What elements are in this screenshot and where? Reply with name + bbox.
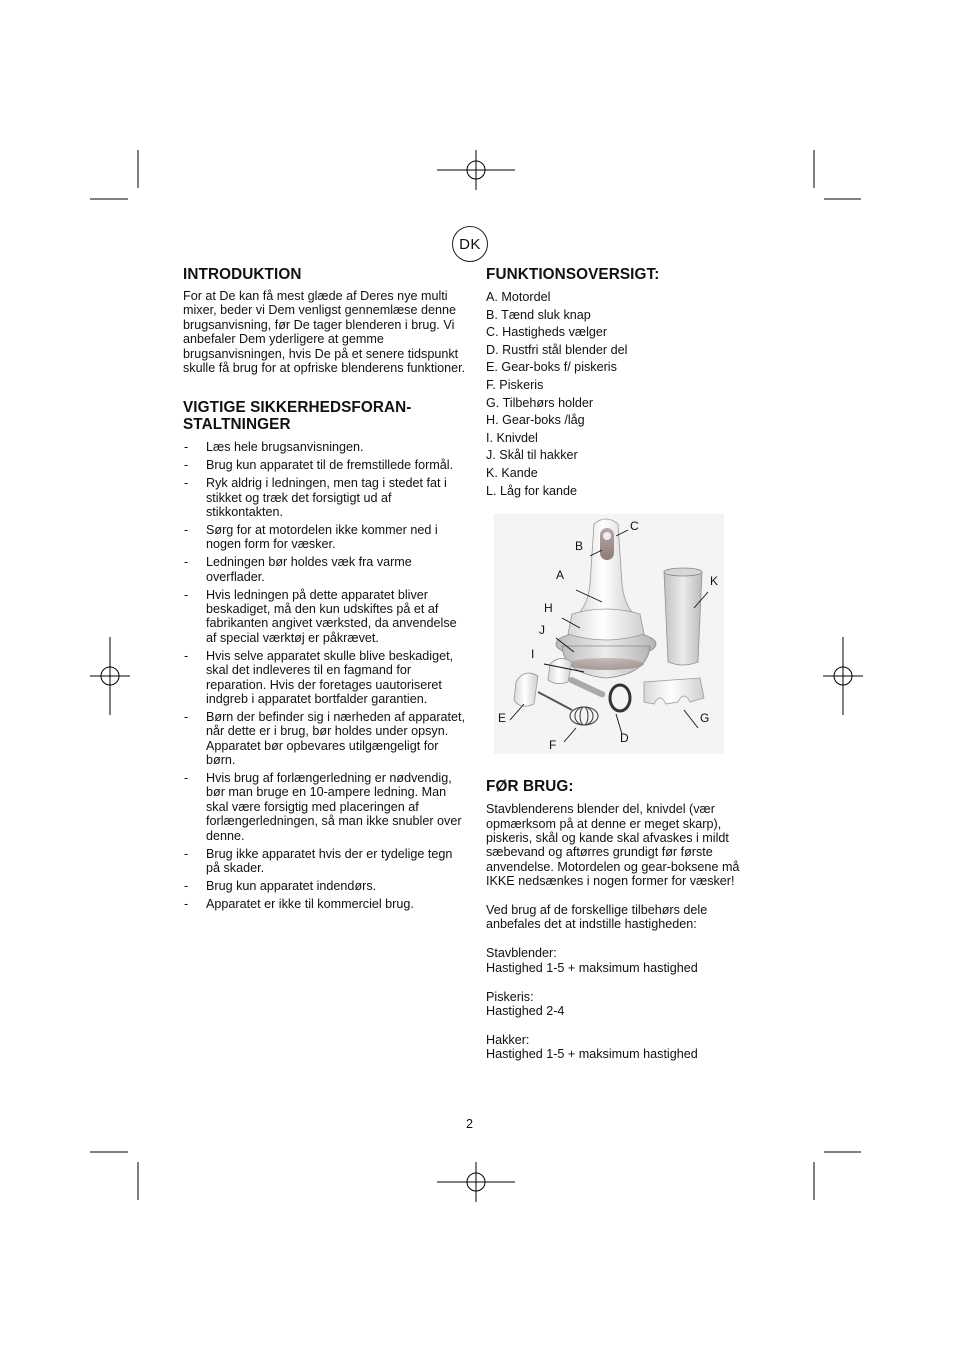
parts-item: F. Piskeris: [486, 377, 544, 392]
speed-entry-name: Piskeris:: [486, 989, 534, 1004]
safety-item: - Ryk aldrig i ledningen, men tag i stedet fat i stikket og træk det forsigtigt ud af stikkontakten.: [183, 476, 468, 519]
left-column: [183, 266, 468, 915]
safety-item: - Sørg for at motordelen ikke kommer ned i nogen form for væsker.: [183, 523, 468, 552]
speed-entry-name: Stavblender:: [486, 946, 557, 961]
parts-item: B. Tænd sluk knap: [486, 307, 591, 322]
parts-item: I. Knivdel: [486, 430, 538, 445]
parts-list: [486, 289, 761, 500]
intro-paragraph: For at De kan få mest glæde af Deres nye multi mixer, beder vi Dem venligst gennemlæse denne brugsanvisning, før De tager blenderen i brug. Vi anbefaler Dem yderligere at gemme brugsanvisningen, hvis De på et senere tidspunkt skulle få brug for at opfriske blenderens funktioner.: [183, 289, 466, 376]
safety-item: - Apparatet er ikke til kommerciel brug.: [183, 897, 468, 911]
parts-item: D. Rustfri stål blender del: [486, 342, 628, 357]
safety-item: - Brug kun apparatet indendørs.: [183, 879, 468, 893]
figure-label-e: E: [498, 711, 507, 726]
jug: [664, 572, 702, 665]
product-illustration: [494, 514, 724, 754]
figure-label-d: D: [620, 731, 629, 746]
accessory-holder: [644, 678, 704, 704]
figure-label-a: A: [556, 568, 565, 583]
intro-heading: INTRODUKTION: [183, 266, 302, 283]
blender-drawing: [494, 514, 724, 754]
parts-item: G. Tilbehørs holder: [486, 395, 594, 410]
page-number: 2: [466, 1117, 474, 1131]
right-column: [486, 266, 761, 1076]
speed-entry-value: Hastighed 1-5 + maksimum hastighed: [486, 1047, 698, 1062]
safety-item: - Hvis brug af forlængerledning er nødvendig, bør man bruge en 10-ampere ledning. Man skal være forsigtig med placeringen af forlængerledningen, så man ikke snubler over denne.: [183, 771, 468, 843]
safety-item: - Brug kun apparatet til de fremstillede formål.: [183, 458, 468, 472]
speed-entry-value: Hastighed 2-4: [486, 1004, 565, 1019]
safety-item: - Læs hele brugsanvisningen.: [183, 440, 468, 454]
parts-item: K. Kande: [486, 465, 538, 480]
figure-label-j: J: [539, 623, 545, 638]
safety-item: - Brug ikke apparatet hvis der er tydelige tegn på skader.: [183, 847, 468, 876]
safety-item: - Hvis selve apparatet skulle blive beskadiget, skal det indleveres til en fagmand for reparation. Hvis der foretages uautoriseret indgreb i apparatet bortfalder garantien.: [183, 649, 468, 707]
parts-item: L. Låg for kande: [486, 483, 578, 498]
safety-heading: VIGTIGE SIKKERHEDSFORAN- STALTNINGER: [183, 399, 412, 434]
figure-label-i: I: [531, 647, 535, 662]
parts-item: A. Motordel: [486, 290, 551, 304]
parts-item: H. Gear-boks /låg: [486, 413, 585, 428]
overview-heading: FUNKTIONSOVERSIGT:: [486, 266, 660, 283]
figure-label-b: B: [575, 539, 584, 554]
speed-intro-paragraph: Ved brug af de forskellige tilbehørs dele anbefales det at indstille hastigheden:: [486, 903, 708, 932]
figure-label-c: C: [630, 519, 639, 534]
speed-entry-name: Hakker:: [486, 1033, 530, 1047]
safety-item: - Børn der befinder sig i nærheden af apparatet, når dette er i brug, bør holdes under opsyn. Apparatet bør opbevares utilgængeligt for børn.: [183, 710, 468, 768]
safety-item: - Hvis ledningen på dette apparatet bliver beskadiget, må den kun udskiftes på et af fabrikanten angivet værksted, da anvendelse af special værktøj er påkrævet.: [183, 588, 468, 646]
speed-entry: [486, 990, 761, 1019]
safety-item: - Ledningen bør holdes væk fra varme overflader.: [183, 555, 468, 584]
figure-label-g: G: [700, 711, 710, 726]
speed-entry: [486, 946, 761, 975]
before-use-heading: FØR BRUG:: [486, 778, 574, 796]
language-badge: DK: [452, 226, 488, 262]
speed-entry-value: Hastighed 1-5 + maksimum hastighed: [486, 960, 698, 975]
figure-label-k: K: [710, 574, 719, 589]
parts-item: E. Gear-boks f/ piskeris: [486, 360, 617, 375]
before-use-paragraph: Stavblenderens blender del, knivdel (vær opmærksom på at denne er meget skarp), piskeris, skål og kande skal afvaskes i mildt sæbevand og aftørres grundigt før første anvendelse. Motordelen og gear-boksene må IKKE nedsænkes i nogen former for væsker!: [486, 802, 740, 889]
figure-label-h: H: [544, 601, 553, 616]
safety-list: [183, 440, 468, 911]
parts-item: J. Skål til hakker: [486, 448, 578, 463]
parts-item: C. Hastigheds vælger: [486, 325, 608, 340]
speed-entry: [486, 1033, 761, 1062]
figure-label-f: F: [549, 738, 557, 753]
